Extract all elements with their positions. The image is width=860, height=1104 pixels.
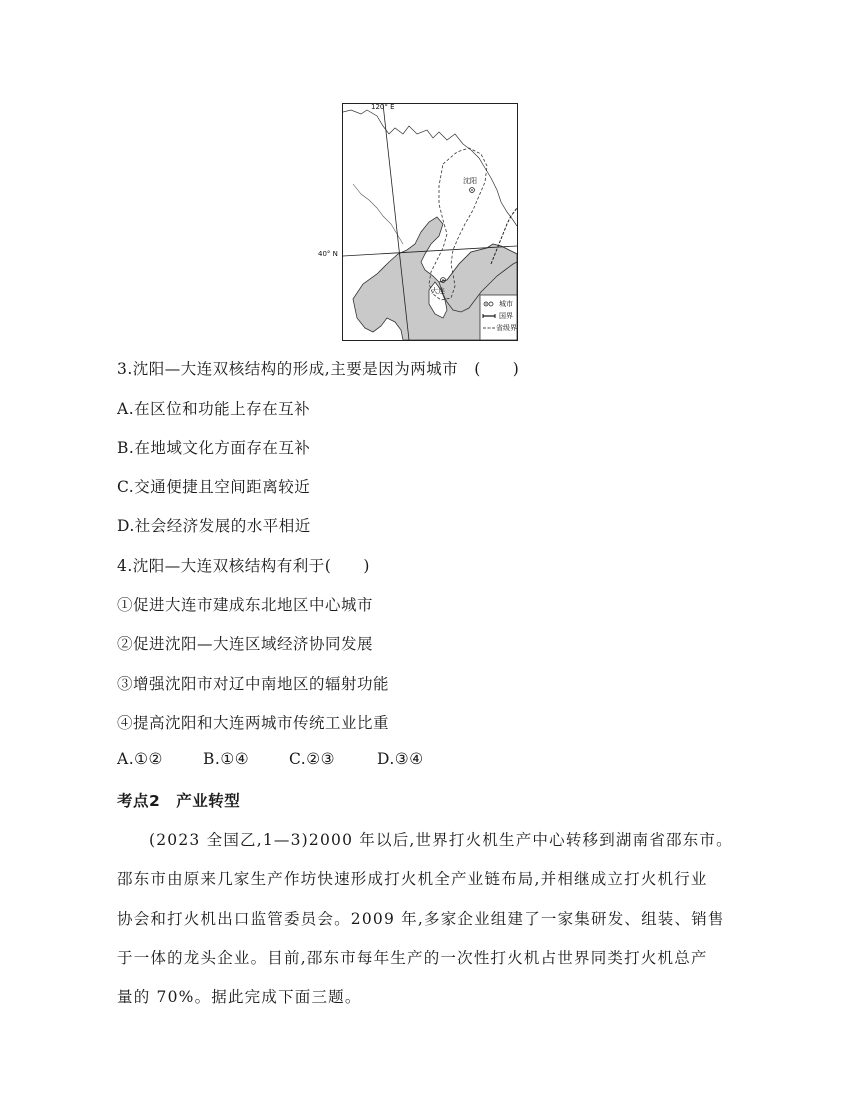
legend-city-label: 城市 xyxy=(499,300,513,308)
section-title: 考点2 产业转型 xyxy=(117,792,241,810)
q3-stem: 3.沈阳—大连双核结构的形成,主要是因为两城市 ( ) xyxy=(117,360,520,378)
coastline-north xyxy=(343,110,517,226)
q4-item-2: ②促进沈阳—大连区域经济协同发展 xyxy=(117,635,374,653)
shenyang-label: 沈阳 xyxy=(463,177,477,185)
q4-choice-c: C.②③ xyxy=(289,750,336,768)
passage-line-3: 协会和打火机出口监管委员会。2009 年,多家企业组建了一家集研发、组装、销售 xyxy=(117,910,725,928)
q3-option-c: C.交通便捷且空间距离较近 xyxy=(117,478,311,496)
q4-item-3: ③增强沈阳市对辽中南地区的辐射功能 xyxy=(117,675,390,693)
q4-stem: 4.沈阳—大连双核结构有利于( ) xyxy=(117,557,370,575)
map-drawing xyxy=(343,104,517,340)
q4-choices xyxy=(117,750,424,768)
dalian-label: 大连 xyxy=(431,287,445,295)
passage-line-2: 邵东市由原来几家生产作坊快速形成打火机全产业链布局,并相继成立打火机行业 xyxy=(117,870,708,888)
q3-option-b: B.在地域文化方面存在互补 xyxy=(117,439,311,457)
map-figure xyxy=(342,103,518,341)
q4-choice-a: A.①② xyxy=(117,750,163,768)
passage-line-5: 量的 70%。据此完成下面三题。 xyxy=(117,988,362,1006)
legend-provincial-label: 省级界 xyxy=(496,324,517,332)
q4-choice-b: B.①④ xyxy=(203,750,250,768)
q3-option-a: A.在区位和功能上存在互补 xyxy=(117,400,311,418)
q3-option-d: D.社会经济发展的水平相近 xyxy=(117,517,311,535)
q4-choice-d: D.③④ xyxy=(377,750,424,768)
passage-line-4: 于一体的龙头企业。目前,邵东市每年生产的一次性打火机占世界同类打火机总产 xyxy=(117,949,708,967)
passage-line-1: (2023 全国乙,1—3)2000 年以后,世界打火机生产中心转移到湖南省邵东市。 xyxy=(149,831,733,849)
q4-item-4: ④提高沈阳和大连两城市传统工业比重 xyxy=(117,714,390,732)
legend-national-label: 国界 xyxy=(499,312,513,320)
longitude-label: 120° E xyxy=(371,103,395,111)
latitude-label: 40° N xyxy=(318,250,338,258)
q4-item-1: ①促进大连市建成东北地区中心城市 xyxy=(117,596,374,614)
